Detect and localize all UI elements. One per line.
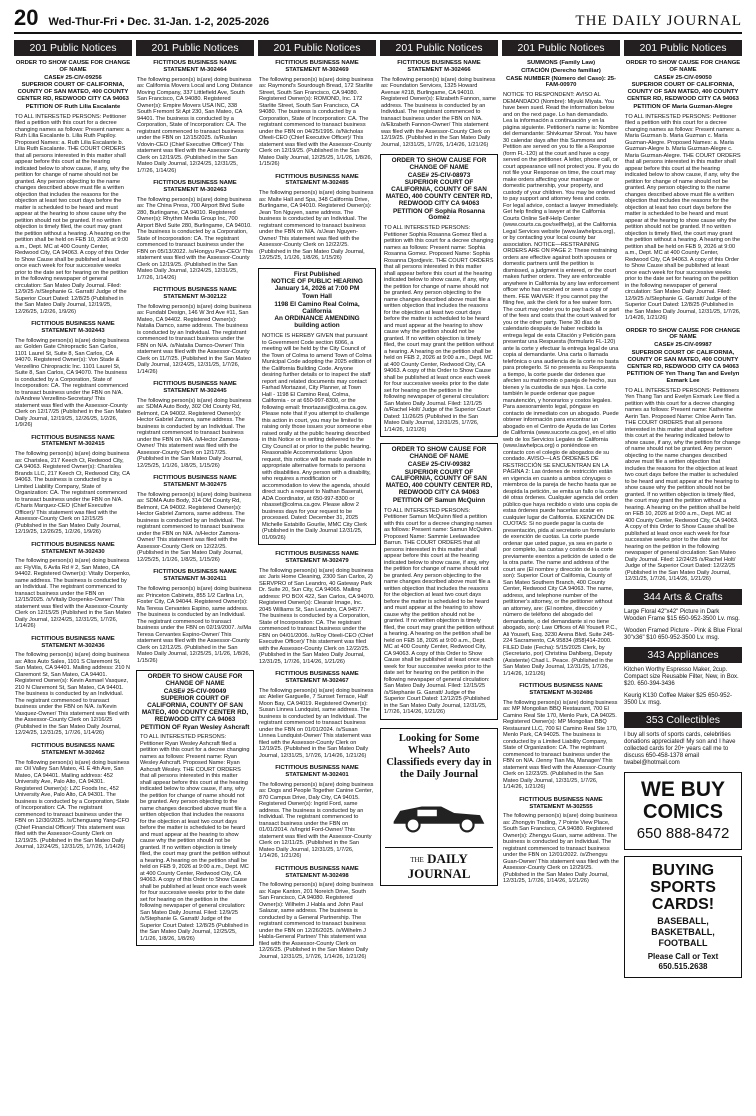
notice-body: NOTICE TO RESPONDENT: AVISO AL DEMANDADO (Nombre): Miyuki Miyata. You have been sued. Read the information below and on the next page. Lo han demandado. Lea la información a continuación y en la página siguiente. Petitioner's name is: Nombre del demandante: Shivkumar Shroat. You have 30 calendar days after this Summons and Petition are served on you to file a Response (form FL-120) at the court and have a copy served on the petitioner. A letter, phone call, or court appearance will not protect you. If you do not file your Response on time, the court may make orders affecting your marriage or domestic partnership, your property, and custody of your children. You may be ordered to pay support and attorney fees and costs. For legal advice, contact a lawyer immediately. Get help finding a lawyer at the California Courts Online Self-Help Center (www.courts.ca.gov/selfhelp), at the California Legal Services website (www.lawhelpca.org), or by contacting your local county bar association. NOTICE—RESTRAINING ORDERS ARE ON PAGE 2: These restraining orders are effective against both spouses or domestic partners until the petition is dismissed, a judgment is entered, or the court makes further orders. They are enforceable anywhere in California by any law enforcement officer who has received or seen a copy of them. FEE WAIVER: If you cannot pay the filing fee, ask the clerk for a fee waiver form. The court may order you to pay back all or part of the fees and costs that the court waived for you or the other party. Tiene 30 días de calendario después de haber recibido la entrega legal de esta Citación y Petición para presentar una Respuesta (formulario FL-120) ante la corte y efectuar la entrega legal de una copia al demandante. Una carta o llamada telefónica o una audiencia de la corte no basta para protegerlo. Si no presenta su Respuesta a tiempo, la corte puede dar órdenes que afecten su matrimonio o pareja de hecho, sus bienes y la custodia de sus hijos. La corte también le puede ordenar que pague manutención, y honorarios y costos legales. Para asesoramiento legal, póngase en contacto de inmediato con un abogado. Puede obtener información para encontrar un abogado en el Centro de Ayuda de las Cortes de California (www.sucorte.ca.gov), en el sitio web de los Servicios Legales de California (www.lawhelpca.org) o poniéndose en contacto con el colegio de abogados de su condado. AVISO—LAS ÓRDENES DE RESTRICCIÓN SE ENCUENTRAN EN LA PÁGINA 2: Las órdenes de restricción están en vigencia en cuanto a ambos cónyuges o miembros de la pareja de hecho hasta que se despida la petición, se emita un fallo o la corte dé otras órdenes. Cualquier agencia del orden público que haya recibido o visto una copia de estas órdenes puede hacerlas acatar en cualquier lugar de California. EXENCIÓN DE CUOTAS: Si no puede pagar la cuota de presentación, pida al secretario un formulario de exención de cuotas. La corte puede ordenar que usted pague, ya sea en parte o por completo, las cuotas y costos de la corte previamente exentos a petición de usted o de la otra parte. The name and address of the court are (El nombre y dirección de la corte son): Superior Court of California, County of San Mateo Southern Branch, 400 County Center, Redwood City CA 94063. The name, address, and telephone number of the petitioner's attorney, or the petitioner without an attorney, are: (El nombre, dirección y número de teléfono del abogado del demandante, o del demandante si no tiene abogado, son): Law Offices of Ali Yousefi P.C., Ali Yousefi, Esq. 3230 Arena Blvd. Suite 245-224 Sacramento, CA 95834 (858)414-2000. FILED Date (Fecha): 5/15/2025 Clerk, by (Secretario, por) Christina Dahlberg, Deputy (Asistente) Chad L. Peace. (Published in the San Mateo Daily Journal, 12/31/25, 1/7/26, 1/14/26, 1/21/26)	[503, 92, 619, 677]
notice-title: FICTITIOUS BUSINESS NAME STATEMENT M-302462	[31, 742, 115, 756]
section-band: 344 Arts & Crafts	[624, 589, 742, 605]
notice-heading-line: SUPERIOR COURT OF CALIFORNIA, COUNTY OF SAN MATEO, 400 COUNTY CENTER RD, REDWOOD CITY CA 94063	[385, 468, 493, 497]
notice-heading-line: NOTICE OF PUBLIC HEARING January 14, 2026 at 7:00 PM	[271, 278, 363, 293]
legal-notice	[624, 328, 742, 583]
notice-heading-line: An ORDINANCE AMENDING building action	[274, 315, 360, 330]
car-icon	[385, 785, 493, 841]
notice-title: FICTITIOUS BUSINESS NAME STATEMENT M-302475	[153, 475, 237, 489]
notice-title: FICTITIOUS BUSINESS NAME STATEMENT M-302415	[31, 434, 115, 448]
notice-title: FICTITIOUS BUSINESS NAME STATEMENT M-302122	[153, 287, 237, 300]
ad-headline: Looking for Some Wheels? Auto Classifieds every day in the Daily Journal	[386, 732, 492, 780]
notice-heading-line: CASE# 25-CIV-09382	[407, 460, 471, 468]
notice-heading-line: CASE# 25-CIV-09050	[654, 74, 712, 81]
notice-body: TO ALL INTERESTED PERSONS: Petitioner Sophia Rosanna Gomez filed a petition with this court for a decree changing names as follows: Present name: Sophia Rosanna Gomez. Proposed Name: Sophia Rosanna Djordjevic. THE COURT ORDERS that all persons interested in this matter shall appear before this court at the hearing indicated below to show cause, if any, why the petition for change of name should not be granted. Any person objecting to the name changes described above must file a written objection that includes the reasons for the objection at least two court days before the matter is scheduled to be heard and must appear at the hearing to show cause why the petition should not be granted. If no written objection is timely filed, the court may grant the petition without a hearing. A hearing on the petition shall be held on FEB 2, 2026 at 9:00 a.m., Dept. MC at 400 County Center, Redwood City, CA 94063. A copy of this Order to Show Cause shall be published at least once each week for four successive weeks prior to the date set for hearing on the petition in the following newspaper of general circulation: San Mateo Daily Journal. Filed: 12/1/25 /s/Rachel Holt/ Judge of the Superior Court Dated: 11/26/25 (Published in the San Mateo Daily Journal, 12/31/25, 1/7/26, 1/14/26, 1/21/26)	[384, 225, 494, 433]
notice-heading-line: 1198 El Camino Real Colma, California	[274, 300, 360, 315]
legal-notice	[136, 381, 254, 469]
sports-line3: Please Call or Text 650.515.2638	[647, 951, 719, 971]
notice-column	[136, 40, 254, 1108]
notice-heading-line: PETITION OF Ryan Wesley Ashcraft	[140, 723, 250, 731]
notice-title: ORDER TO SHOW CAUSE FOR CHANGE OF NAME	[15, 60, 131, 73]
notice-title: ORDER TO SHOW CAUSE FOR CHANGE OF NAME	[147, 673, 243, 687]
notice-body: The following person(s) is(are) doing business as: Malte Hall and Spa, 348 California Drive, Burlingame, CA 94010. Registered Owner(s): Jean Ton Nguyen, same address. The business is conducted by an Individual. The registrant commenced to transact business under the FBN on N/A. /s/Jean Nguyen-Owner/ This statement was filed with the Assessor-County Clerk on 12/22/25. (Published in the San Mateo Daily Journal, 12/25/25, 1/1/26, 1/8/26, 1/15/26)	[259, 190, 374, 262]
legal-notice	[258, 551, 376, 665]
notice-title: ORDER TO SHOW CAUSE FOR CHANGE OF NAME	[391, 446, 487, 461]
legal-notice	[258, 60, 376, 168]
comics-line1: WE BUY	[641, 777, 725, 801]
legal-notice	[258, 268, 376, 545]
notice-column	[380, 40, 498, 1108]
car-illustration	[385, 785, 493, 841]
comics-phone: 650 888-8472	[636, 824, 730, 842]
notice-title: First Published	[293, 270, 341, 278]
notice-title: FICTITIOUS BUSINESS NAME STATEMENT M-302469	[275, 60, 359, 73]
legal-notice	[14, 636, 132, 737]
notice-heading-line: PETITION OF Yen Thang Tan and Evelyn Exmark Lee	[626, 371, 740, 385]
paper-name: THE DAILY JOURNAL	[575, 13, 742, 29]
notice-title: ORDER TO SHOW CAUSE FOR CHANGE OF NAME	[391, 157, 487, 171]
classified-item: I buy all sorts of sports cards, celebrities donations appreciated! My son and I have collected cards for 20+ years call me to discuss 650-458-1378 email twabel@hotmail.com	[624, 731, 736, 766]
notice-heading-line: CASE# 25-CIV-09049	[163, 687, 227, 695]
section-band: 353 Collectibles	[624, 712, 742, 728]
notice-body: TO ALL INTERESTED PERSONS: Petitioner Ryan Wesley Ashcraft filed a petition with this court for a decree changing names as follows: Present name: Ryan Wesley Ashcraft. Proposed Name: Ryan Ashcraft Wesley. THE COURT ORDERS that all persons interested in this matter shall appear before this court at the hearing indicated below to show cause, if any, why the petition for change of name should not be granted. Any person objecting to the name changes described above must file a written objection that includes the reasons for the objection at least two court days before the matter is scheduled to be heard and must appear at the hearing to show cause why the petition should not be granted. If no written objection is timely filed, the court may grant the petition without a hearing. A hearing on the petition shall be held on FEB 9, 2026 at 9:00 a.m., Dept. MC at 400 County Center, Redwood City, CA 94063. A copy of this Order to Show Cause shall be published at least once each week for four successive weeks prior to the date set for hearing on the petition in the following newspaper of general circulation: San Mateo Daily Journal. Filed: 12/9/25 /s/Stephanie G. Garratt/ Judge of the Superior Court Dated: 12/8/25 (Published in the San Mateo Daily Journal, 12/25/25, 1/1/26, 1/8/26, 1/8/26)	[140, 734, 250, 942]
legal-notice	[258, 765, 376, 860]
notice-body: TO ALL INTERESTED PERSONS: Petitioner Samun McQuinn filed a petition with this court for a decree changing names as follows: Present name: Samun McQuinn. Proposed Name: Sammie Leelawadee Barrun. THE COURT ORDERS that all persons interested in this matter shall appear before this court at the hearing indicated below to show cause, if any, why the petition for change of name should not be granted. Any person objecting to the name changes described above must file a written objection that includes the reasons for the objection at least two court days before the matter is scheduled to be heard and must appear at the hearing to show cause why the petition should not be granted. If no written objection is timely filed, the court may grant the petition without a hearing. A hearing on the petition shall be held on FEB 18, 2026 at 9:00 a.m., Dept. MC at 400 County Center, Redwood City, CA 94063. A copy of this Order to Show Cause shall be published at least once each week for four successive weeks prior to the date set for hearing on the petition in the following newspaper of general circulation: San Mateo Daily Journal. Filed: 12/15/25 /s/Stephanie G. Garratt/ Judge of the Superior Court Dated: 12/12/25 (Published in the San Mateo Daily Journal, 12/31/25, 1/7/26, 1/14/26, 1/21/26)	[384, 507, 494, 716]
ad-logo	[385, 847, 493, 881]
notice-heading-line: CASE# 25-CIV-09256	[44, 74, 102, 81]
notice-body: The following person(s) is(are) doing business as: SDMA Auto Body, 302 Old County Rd, Belmont, CA 94002. Registered Owner(s): Hector Gabriel Zamora, same address. The business is conducted by an Individual. The registrant commenced to transact business under the FBN on N/A. /s/Hector Zamora-Owner/ This statement was filed with the Assessor-County Clerk on 12/17/25. (Published in the San Mateo Daily Journal, 12/25/25, 1/1/26, 1/8/25, 1/15/26)	[137, 397, 252, 469]
notice-heading-line: CASE# 25-CIV-09987	[654, 342, 712, 349]
page-number: 20	[14, 5, 39, 30]
notice-heading-line: PETITION OF Ruth Lilia Escalante	[25, 103, 121, 110]
date-line: Wed-Thur-Fri • Dec. 31-Jan. 1-2, 2025-2026	[48, 16, 270, 28]
classified-item: Wooden Framed Picture - Pink & Blue Floral 30"x36" $10 650-952-3500 Lv. msg.	[624, 627, 742, 641]
notice-column-right	[624, 40, 742, 1108]
notice-title: FICTITIOUS BUSINESS NAME STATEMENT M-302466	[397, 60, 481, 73]
notice-body: The following person(s) is(are) doing business as: The China Press, 700 Airport Blvd Suite 280, Burlingame, CA 94010. Registered Owner(s): Rhythm Media Group Inc, 700 Airport Blvd Suite 280, Burlingame, CA 94010. The business is conducted by a Corporation, State of Incorporation: CA. The registrant commenced to transact business under the FBN on 05/13/2022. /s/Hongyu Pan-CEO/ This statement was filed with the Assessor-County Clerk on 12/19/25. (Published in the San Mateo Daily Journal, 12/24/25, 12/31/25, 1/7/26, 1/14/26)	[137, 196, 253, 281]
notice-heading-line: SUPERIOR COURT OF CALIFORNIA, COUNTY OF SAN MATEO, 400 COUNTY CENTER RD, REDWOOD CITY CA 94063	[385, 179, 493, 207]
legal-notice	[624, 60, 742, 322]
legal-notice	[136, 670, 254, 946]
masthead	[14, 6, 742, 34]
legal-notice	[258, 174, 376, 262]
legal-notice	[502, 683, 620, 791]
notice-body: The following person(s) is(are) doing business as: Charislea, 217 Keech Ct, Redwood City, CA 94063. Registered Owner(s): Charislea Brands LLC, 217 Keech Ct, Redwood City, CA 94063. The business is conducted by a Limited Liability Company, State of Organization: CA. The registrant commenced to transact business under the FBN on N/A. /Charis Marquez-CEO (Chief Executive Officer)/ This statement was filed with the Assessor-County Clerk on 12/15/25 (Published in the San Mateo Daily Journal, 12/19/25, 12/26/25, 1/2/26, 1/9/26)	[15, 451, 130, 536]
notice-body: The following person(s) is(are) doing business as: Atelier Garguelle, 7 Sunset Terrace, Half Moon Bay, CA 94019. Registered Owner(s): Susan Linnea Lundquist, same address. The business is conducted by an Individual. The registrant commenced to transact business under the FBN on 01/01/2024. /s/Susan Linnea Lundquist-Owner/ This statement was filed with the Assessor-County Clerk on 12/19/25. (Published in the San Mateo Daily Journal, 12/31/25, 1/7/26, 1/14/26, 1/21/26)	[259, 687, 374, 759]
notice-title: FICTITIOUS BUSINESS NAME STATEMENT M-302463	[153, 180, 237, 193]
notice-heading-line: CITACIÓN (Derecho familiar)	[521, 67, 601, 74]
notice-body: The following person(s) is(are) doing business as: SDMA Auto Body, 314 Old County Rd, Belmont, CA 94002. Registered Owner(s): Hector Gabriel Zamora, same address. The business is conducted by an Individual. The registrant commenced to transact business under the FBN on N/A. /s/Hector Zamora-Owner/ This statement was filed with the Assessor-County Clerk on 12/22/25. (Published in the San Mateo Daily Journal, 12/25/25, 1/1/26, 1/8/25, 1/15/26)	[137, 491, 252, 563]
notice-body: The following person(s) is(are) doing business as: FlyVila, 6 Avila Rd # 2, San Mateo, CA 94402. Registered Owner(s): Vitaliy Dorpenko, same address. The business is conducted by an Individual. The registrant commenced to transact business under the FBN on 12/15/2025. /s/Vitaliy Dorpenko-Owner/ This statement was filed with the Assessor-County Clerk on 12/15/25 (Published in the San Mateo Daily Journal, 12/24/25, 12/31/25, 1/7/26, 1/14/26)	[15, 558, 131, 630]
notice-heading-line: SUMMONS (Family Law)	[526, 60, 596, 66]
notice-body: The following person(s) is(are) doing business as: Altos Auto Sales, 1101 S Claremont St, San Mateo, CA 94401. Mailing address: 210 N Claremont St, San Mateo, CA 94401. Registered Owner(s): Kevin Asmael Vasquez, 210 N Claremont St, San Mateo, CA 94401. The business is conducted by an Individual. The registrant commenced to transact business under the FBN on N/A. /s/Kevin Vasquez-Owner/ This statement was filed with the Assessor-County Clerk on 12/16/25 (Published in the San Mateo Daily Journal, 12/24/25, 12/31/25, 1/7/26, 1/14/26)	[15, 652, 131, 737]
legal-notice	[14, 321, 132, 429]
section-band: 343 Appliances	[624, 647, 742, 663]
auto-classifieds-ad	[380, 728, 498, 886]
notice-title: FICTITIOUS BUSINESS NAME STATEMENT M-302467	[275, 671, 359, 684]
legal-notice	[136, 60, 254, 174]
notice-body: TO ALL INTERESTED PERSONS: Petitioner filed a petition with this court for a decree changing names as follows: Present names: a. Ruth Lilia Escalante b. Lilia Ruth Papiloy. Proposed Names: a. Ruth Lilia Escalante b. Lilia Ruth Escalante. THE COURT ORDERS that all persons interested in this matter shall appear before this court at the hearing indicated below to show cause, if any, why the petition for change of name should not be granted. Any person objecting to the name changes described above must file a written objection that includes the reasons for the objection at least two court days before the matter is scheduled to be heard and must appear at the hearing to show cause why the petition should not be granted. If no written objection is timely filed, the court may grant the petition without a hearing. A hearing on the petition shall be held on FEB 10, 2026 at 9:00 a.m., Dept. MC at 400 County Center, Redwood City, CA 94063. A copy of this Order to Show Cause shall be published at least once each week for four successive weeks prior to the date set for hearing on the petition in the following newspaper of general circulation: San Mateo Daily Journal. Filed: 12/9/25 /s/Stephanie G. Garratt/ Judge of the Superior Court Dated: 12/8/25 (Published in the San Mateo Daily Journal, 12/19/25, 12/26/25, 1/2/26, 1/9/26)	[15, 113, 131, 315]
notice-body: The following person(s) is(are) doing business as: Princeton Cabinets, 855 1/2 Carlina Ln, Foster City, CA 94044. Registered Owner(s): Ma Teresa Cervantes Espino, same address. The business is conducted by an Individual. The registrant commenced to transact business under the FBN on 02/19/2007. /s/Ma Teresa Cervantes Espino-Owner/ This statement was filed with the Assessor-County Clerk on 12/12/25. (Published in the San Mateo Daily Journal, 12/25/25, 1/1/26, 1/8/26, 1/15/26)	[137, 586, 252, 664]
sports-cards-ad	[624, 856, 742, 978]
section-band: 201 Public Notices	[502, 40, 620, 56]
notice-title: FICTITIOUS BUSINESS NAME STATEMENT M-302436	[31, 635, 115, 649]
notice-body: The following person(s) is(are) doing business as: Raymond's Sourdough Bread, 172 Starlite Street, South San Francisco, CA 94080. Registered Owner(s): ROMOND, Inc. 172 Starlite Street, South San Francisco, CA 94080. The business is conducted by a Corporation, State of Incorporation: CA. The registrant commenced to transact business under the FBN on 04/25/1995. /s/Nicholas Ofeeli-CEO (Chief Executive Officer)/ This statement was filed with the Assessor-County Clerk on 12/19/25. (Published in the San Mateo Daily Journal, 12/25/25, 1/1/26, 1/8/26, 1/15/26)	[259, 76, 374, 168]
notice-body: The following person(s) is(are) doing business as: Fundabl Design, 146 W 3rd Ave #11, San Mateo, CA 94402. Registered Owner(s): Natalia Damco, same address. The business is conducted by an Individual. The registrant commenced to transact business under the FBN on N/A. /s/Natalia Damco-Owner/ This statement was filed with the Assessor-County Clerk on 11/7/25. (Published in the San Mateo Daily Journal, 12/24/25, 12/31/25, 1/7/26, 1/14/26)	[137, 303, 252, 375]
notice-column	[258, 40, 376, 1108]
notice-columns	[14, 40, 742, 1108]
classified-item: Large Floral 42"x42" Picture in Dark Wooden Frame $15 650-952-3500 Lv. msg.	[624, 608, 740, 622]
notice-heading-line: PETITION OF Maria Guzman-Alegre	[633, 103, 733, 110]
notice-body: The following person(s) is(are) doing business as: California Movers Local and Long Distance Moving Company, 337 Littlefield Ave, South San Francisco, CA 94080. Registered Owner(s): Empire Movers USA INC, 338 South Fremont St Apt 230, San Mateo, CA 94401. The business is conducted by a Corporation, State of Incorporation: CA. The registrant commenced to transact business under the FBN on 12/15/2025. /s/Ruslan Vdovin-CEO (Chief Executive Officer)/ This statement was filed with the Assessor-County Clerk on 12/19/25. (Published in the San Mateo Daily Journal, 12/24/25, 12/31/25, 1/7/26, 1/14/26)	[137, 76, 253, 174]
notice-body: TO ALL INTERESTED PERSONS: Petitioners Yen Thang Tan and Evelyn Exmark Lee filed a petition with this court for a decree changing names as follows: Present name: Katherine Aerin Tan. Proposed Name: Chloe Aerin Tan. THE COURT ORDERS that all persons interested in this matter shall appear before this court at the hearing indicated below to show cause, if any, why the petition for change of name should not be granted. Any person objecting to the name changes described above must file a written objection that includes the reasons for the objection at least two court days before the matter is scheduled to be heard and must appear at the hearing to show cause why the petition should not be granted. If no written objection is timely filed, the court may grant the petition without a hearing. A hearing on the petition shall be held on FEB 10, 2026 at 9:00 a.m., Dept. MC at 400 County Center, Redwood City, CA 94063. A copy of this Order to Show Cause shall be published at least once each week for four successive weeks prior to the date set for hearing on the petition in the following newspaper of general circulation: San Mateo Daily Journal. Filed: 12/24/25 /s/Rachel Holt/ Judge of the Superior Court Dated: 12/22/25 (Published in the San Mateo Daily Journal, 12/31/25, 1/7/26, 1/14/26, 1/21/26)	[625, 387, 741, 583]
we-buy-comics-ad	[624, 772, 742, 850]
notice-body: The following person(s) is(are) doing business as: Zhongyin Trading, 7 Pointe View Place, South San Francisco, CA 94080. Registered Owner(s): Zhengyu Guan, same address. The business is conducted by an Individual. The registrant commenced to transact business under the FBN on 12/01/2022. /s/Zhengyu Guan-Owner/ This statement was filed with the Assessor-County Clerk on 12/29/25. (Published in the San Mateo Daily Journal, 12/31/25, 1/7/26, 1/14/26, 1/21/26)	[503, 813, 619, 885]
notice-heading-line: SUPERIOR COURT OF CALIFORNIA, COUNTY OF SAN MATEO, 400 COUNTY CENTER RD, REDWOOD CITY CA 94063	[17, 82, 129, 102]
section-band: 201 Public Notices	[14, 40, 132, 56]
notice-body: The following person(s) is(are) doing business as: Oil Valley San Mateo, 41 E 4th Ave, San Mateo, CA 94401. Mailing address: 452 University Ave, Palo Alto, CA 94301. Registered Owner(s): LZC Foods Inc, 452 University Ave, Palo Alto, CA 94301. The business is conducted by a Corporation, State of Incorporation: CA. The registrant commenced to transact business under the FBN on 12/30/2025. /s/Chenguang Yang-CFO (Chief Financial Officer)/ This statement was filed with the Assessor-County Clerk on 12/19/25. (Published in the San Mateo Daily Journal, 12/24/25, 12/31/25, 1/7/26, 1/14/26)	[15, 759, 130, 851]
notice-heading-line: CASE NUMBER (Número del Caso): 25-FAM-00970	[506, 75, 616, 89]
legal-notice	[136, 287, 254, 375]
legal-notice	[136, 475, 254, 563]
notice-title: FICTITIOUS BUSINESS NAME STATEMENT M-302411	[153, 569, 237, 583]
notice-body: The following person(s) is(are) doing business as: Kape Kanton, 201 Noreich Drive, South San Francisco, CA 94080. Registered Owner(s): Wilhelm J Habla and John Paul Salazar, same address. The business is conducted by a General Partnership. The registrant commenced to transact business under the FBN on 12/26/2025. /s/Wilhelm J Habla-General Partner/ This statement was filed with the Assessor-County Clerk on 12/26/25. (Published in the San Mateo Daily Journal, 12/31/25, 1/7/26, 1/14/26, 1/21/26)	[259, 882, 374, 960]
notice-title: FICTITIOUS BUSINESS NAME STATEMENT M-302498	[275, 865, 359, 879]
sports-line2: BASEBALL, BASKETBALL, FOOTBALL	[651, 915, 715, 948]
notice-title: FICTITIOUS BUSINESS NAME STATEMENT M-302485	[275, 173, 359, 187]
legal-notice	[502, 797, 620, 885]
comics-line2: COMICS	[643, 800, 723, 823]
legal-notice	[380, 154, 498, 437]
section-band: 201 Public Notices	[136, 40, 254, 56]
notice-column	[502, 40, 620, 1108]
notice-body: The following person(s) is(are) doing business as: Golden Gate Chiropractic San Carlos, 1101 Laurel St, Suite 8, San Carlos, CA 94070. Registered Owner(s): Von Stade & Verzellino Chiropractic Inc. 1101 Laurel St, Suite 8, San Carlos, CA 94070. The business is conducted by a Corporation, State of Incorporation: CA. The registrant commenced to transact business under the FBN on N/A. /s/Andrew Verzellino-Secretary/ This statement was filed with the Assessor-County Clerk on 12/17/25 (Published in the San Mateo Daily Journal, 12/19/25, 12/26/25, 1/2/26, 1/9/26)	[15, 337, 131, 429]
notice-body: The following person(s) is(are) doing business as: Jaris Home Cleaning, 2300 San Carlos, 2) SERVPRO of San Leandro, 40 Gateway Park Dr. Suite 20, Sun City, CA 94065. Mailing address: PO BOX 422, San Carlos, CA 94070. Registered Owner(s): Clearair Image, Inc. 2045 Williams St, San Leandro, CA 94577. The business is conducted by a Corporation, State of Incorporation: CA. The registrant commenced to transact business under the FBN on 04/01/2006. /s/Roy Oteeli-CEO (Chief Executive Officer)/ This statement was filed with the Assessor-County Clerk on 12/22/25. (Published in the San Mateo Daily Journal, 12/31/25, 1/7/26, 1/14/26, 1/21/26)	[259, 567, 375, 665]
section-band: 201 Public Notices	[258, 40, 376, 56]
notice-title: FICTITIOUS BUSINESS NAME STATEMENT M-302401	[275, 765, 359, 779]
legal-notice	[136, 569, 254, 664]
notice-body: The following person(s) is(are) doing business as: Foundation Services, 1325 Howard Avenue #218, Burlingame, CA 94010. Registered Owner(s): Elizabeth Fannon, same address. The business is conducted by an Individual. The registrant commenced to transact business under the FBN on N/A. /s/Elizabeth Fannon-Owner/ This statement was filed with the Assessor-County Clerk on 12/19/25. (Published in the San Mateo Daily Journal, 12/31/25, 1/7/26, 1/14/26, 1/21/26)	[381, 76, 497, 148]
legal-notice	[14, 743, 132, 851]
logo-prefix: THE	[410, 855, 424, 864]
legal-notice	[258, 671, 376, 759]
legal-notice	[258, 866, 376, 961]
notice-title: FICTITIOUS BUSINESS NAME STATEMENT M-302445	[153, 381, 237, 395]
notice-heading-line: SUPERIOR COURT OF CALIFORNIA, COUNTY OF SAN MATEO, 400 COUNTY CENTER RD, REDWOOD CITY CA 94063	[627, 82, 739, 102]
notice-body: The following person(s) is(are) doing business as: Dogs and People Together Canine Center, 870 Campus Drive, Daly City, CA 94015. Registered Owner(s): Ingrid Ford, same address. The business is conducted by an Individual. The registrant commenced to transact business under the FBN on 01/01/2014. /s/Ingrid Ford-Owner/ This statement was filed with the Assessor-County Clerk on 12/11/25. (Published in the San Mateo Daily Journal, 12/31/25, 1/7/26, 1/14/26, 1/21/26)	[259, 781, 374, 860]
notice-heading-line: CASE# 25-CIV-08973	[407, 171, 471, 179]
notice-heading-line: SUPERIOR COURT OF CALIFORNIA, COUNTY OF SAN MATEO, 400 COUNTY CENTER RD, REDWOOD CITY CA 94063	[627, 349, 739, 370]
legal-notice	[14, 435, 132, 536]
notice-heading-line: SUPERIOR COURT OF CALIFORNIA, COUNTY OF SAN MATEO, 400 COUNTY CENTER RD, REDWOOD CITY CA 94063	[141, 695, 249, 723]
notice-title: ORDER TO SHOW CAUSE FOR CHANGE OF NAME	[625, 327, 741, 341]
legal-notice	[136, 180, 254, 281]
notice-title: ORDER TO SHOW CAUSE FOR CHANGE OF NAME	[625, 60, 741, 73]
legal-notice	[14, 542, 132, 630]
notice-column	[14, 40, 132, 1108]
section-band: 201 Public Notices	[624, 40, 742, 56]
notice-title: FICTITIOUS BUSINESS NAME STATEMENT M-302464	[153, 60, 237, 73]
notice-title: FICTITIOUS BUSINESS NAME STATEMENT M-302443	[31, 321, 115, 334]
legal-notice	[14, 60, 132, 315]
notice-heading-line: PETITION OF Sophia Rosanna Gomez	[393, 207, 485, 222]
notice-heading-line: PETITION OF Samun McQuinn	[392, 496, 486, 504]
notice-body: The following person(s) is(are) doing business as: MP Mongolian BBQ Restaurant, 700 El Camino Real Ste 170, Menlo Park, CA 94025. Registered Owner(s): MP Mongolian BBQ Restaurant LLC, 700 El Camino Real Ste 170, Menlo Park, CA 94025. The business is conducted by a Limited Liability Company, State of Organization: CA. The registrant commenced to transact business under the FBN on N/A. /Jenny Tian Ma, Manager/ This statement was filed with the Assessor-County Clerk on 12/23/25. (Published in the San Mateo Daily Journal, 12/31/25, 1/7/26, 1/14/26, 1/21/26)	[503, 699, 618, 791]
legal-notice	[380, 443, 498, 719]
legal-notice	[380, 60, 498, 148]
notice-title: FICTITIOUS BUSINESS NAME STATEMENT M-302430	[31, 541, 115, 555]
notice-title: FICTITIOUS BUSINESS NAME STATEMENT M-302555	[519, 796, 603, 810]
notice-title: FICTITIOUS BUSINESS NAME STATEMENT M-302479	[275, 551, 359, 564]
notice-body: NOTICE IS HEREBY GIVEN that pursuant to Government Code section 6066, a meeting will be held by the City Council of the Town of Colma to amend Town of Colma Municipal Code adopting the 2025 edition of the California Building Code. Anyone desiring further details or to inspect the staff report and related documents may contact Farhad Mortazavi, City Planner, at Town Hall - 1198 El Camino Real, Colma, California - or at 650-997-8300, or the following email: fmortazavi@colma.ca.gov. Please note that if you attempt to challenge this action in court, you may be limited to raising only those issues your someone else raised orally at the public hearing described in this Notice or in writing delivered to the City Council at or prior to the public hearing. Reasonable Accommodations: Upon request, this notice will be made available in appropriate alternative formats to persons with disabilities. Any person with a disability, who requires a modification or accommodation to view the agenda, should direct such a request to Nathan Baserati, ADA Coordinator, at 650-997-8300 or nbasset@colma.ca.gov. Please allow 2 business days for your request to be processed. Dated: December 31, 2025 Michelle Estabillo Gourlie, MMC City Clerk (Published in the Daily Journal 12/31/25, 01/09/26)	[262, 333, 372, 541]
notice-body: TO ALL INTERESTED PERSONS: Petitioner filed a petition with this court for a decree changing names as follows: Present names: a. Maria Guzman b. Maria Guzman c. Maria Guzman-Alegre. Proposed Names: a. Maria Guzman-Alegre b. Maria Guzman-Alegre c. Maria Guzman-Alegre. THE COURT ORDERS that all persons interested in this matter shall appear before this court at the hearing indicated below to show cause, if any, why the petition for change of name should not be granted. Any person objecting to the name changes described above must file a written objection that includes the reasons for the objection at least two court days before the matter is scheduled to be heard and must appear at the hearing to show cause why the petition should not be granted. If no written objection is timely filed, the court may grant the petition without a hearing. A hearing on the petition shall be held on FEB 9, 2026 at 9:00 a.m., Dept. MC at 400 County Center, Redwood City, CA 94063. A copy of this Order to Show Cause shall be published at least once each week for four successive weeks prior to the date set for hearing on the petition in the following newspaper of general circulation: San Mateo Daily Journal. Filed: 12/9/25 /s/Stephanie G. Garratt/ Judge of the Superior Court Dated: 12/8/25 (Published in the San Mateo Daily Journal, 12/31/25, 1/7/26, 1/14/26, 1/21/26)	[625, 113, 741, 322]
notice-heading-line: Town Hall	[302, 293, 332, 301]
sports-line1: BUYING SPORTS CARDS!	[650, 861, 716, 913]
classified-item: Kitchen Worthy Espresso Maker, 2cup. Compact size Reusable Filter, New, in Box. $20. 650-394-3436	[624, 666, 739, 687]
legal-notice	[502, 60, 620, 677]
classified-item: Keurig K130 Coffee Maker $25 650-952-3500 Lv. msg.	[624, 692, 732, 706]
section-band: 201 Public Notices	[380, 40, 498, 56]
notice-title: FICTITIOUS BUSINESS NAME STATEMENT M-302486	[519, 683, 603, 696]
logo-name: DAILY JOURNAL	[407, 850, 471, 881]
